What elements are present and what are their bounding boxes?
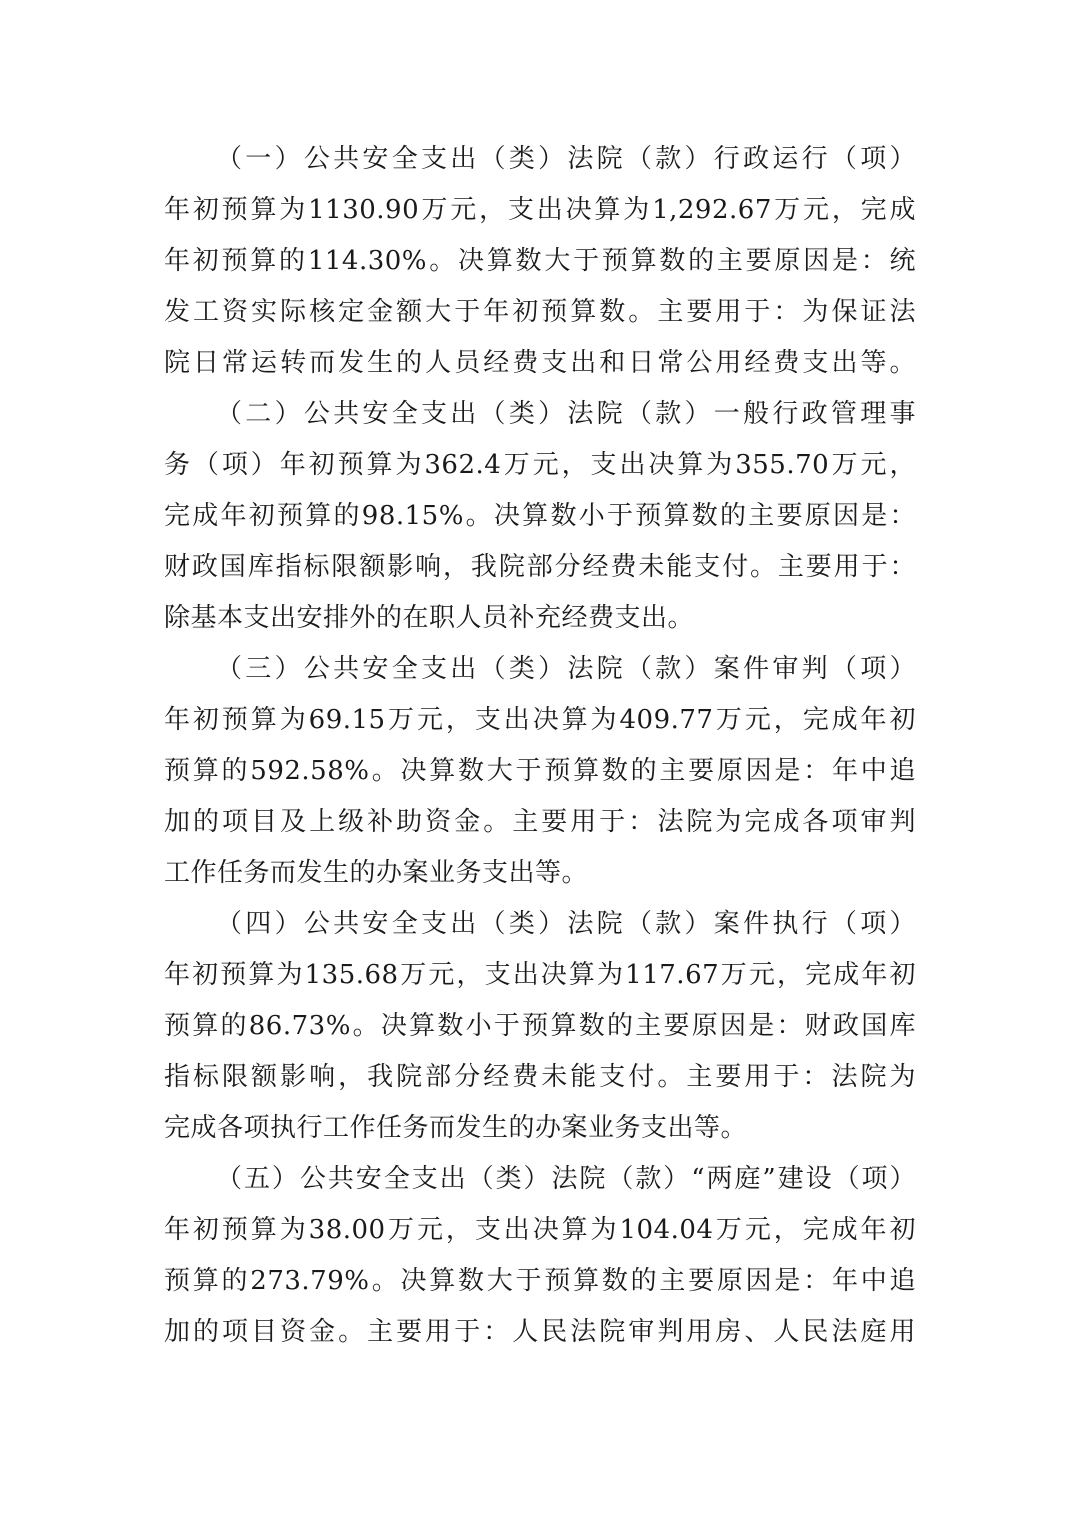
text-line: 发工资实际核定金额大于年初预算数。主要用于：为保证法 [164,297,916,327]
text-line: 预算的86.73%。决算数小于预算数的主要原因是：财政国库 [164,1011,916,1041]
text-line: （一）公共安全支出（类）法院（款）行政运行（项） [216,144,916,174]
document-body [164,134,916,1358]
paragraph-4-case-execution [164,899,916,1154]
text-line: 年初预算的114.30%。决算数大于预算数的主要原因是：统 [164,246,916,276]
text-line: 指标限额影响，我院部分经费未能支付。主要用于：法院为 [164,1062,916,1092]
text-line: 年初预算为38.00万元，支出决算为104.04万元，完成年初 [164,1215,916,1245]
text-line: 预算的273.79%。决算数大于预算数的主要原因是：年中追 [164,1266,916,1296]
text-line: 年初预算为69.15万元，支出决算为409.77万元，完成年初 [164,705,916,735]
text-line: 加的项目资金。主要用于：人民法院审判用房、人民法庭用 [164,1317,916,1347]
text-line: 完成各项执行工作任务而发生的办案业务支出等。 [164,1113,748,1143]
text-line: 预算的592.58%。决算数大于预算数的主要原因是：年中追 [164,756,916,786]
text-line: （二）公共安全支出（类）法院（款）一般行政管理事 [216,399,916,429]
paragraph-2-general-administration [164,389,916,644]
text-line: 工作任务而发生的办案业务支出等。 [164,858,589,888]
text-line: （五）公共安全支出（类）法院（款）“两庭”建设（项） [216,1164,916,1194]
text-line: 院日常运转而发生的人员经费支出和日常公用经费支出等。 [164,348,916,378]
text-line: 年初预算为1130.90万元，支出决算为1,292.67万元，完成 [164,195,916,225]
paragraph-5-two-courts-construction [164,1154,916,1358]
text-line: 财政国库指标限额影响，我院部分经费未能支付。主要用于： [164,552,916,582]
paragraph-1-administrative-operation [164,134,916,389]
text-line: 年初预算为135.68万元，支出决算为117.67万元，完成年初 [164,960,916,990]
text-line: 完成年初预算的98.15%。决算数小于预算数的主要原因是： [164,501,916,531]
text-line: （四）公共安全支出（类）法院（款）案件执行（项） [216,909,916,939]
text-line: 除基本支出安排外的在职人员补充经费支出。 [164,603,695,633]
text-line: 加的项目及上级补助资金。主要用于：法院为完成各项审判 [164,807,916,837]
text-line: （三）公共安全支出（类）法院（款）案件审判（项） [216,654,916,684]
text-line: 务（项）年初预算为362.4万元，支出决算为355.70万元， [164,450,916,480]
paragraph-3-case-trial [164,644,916,899]
